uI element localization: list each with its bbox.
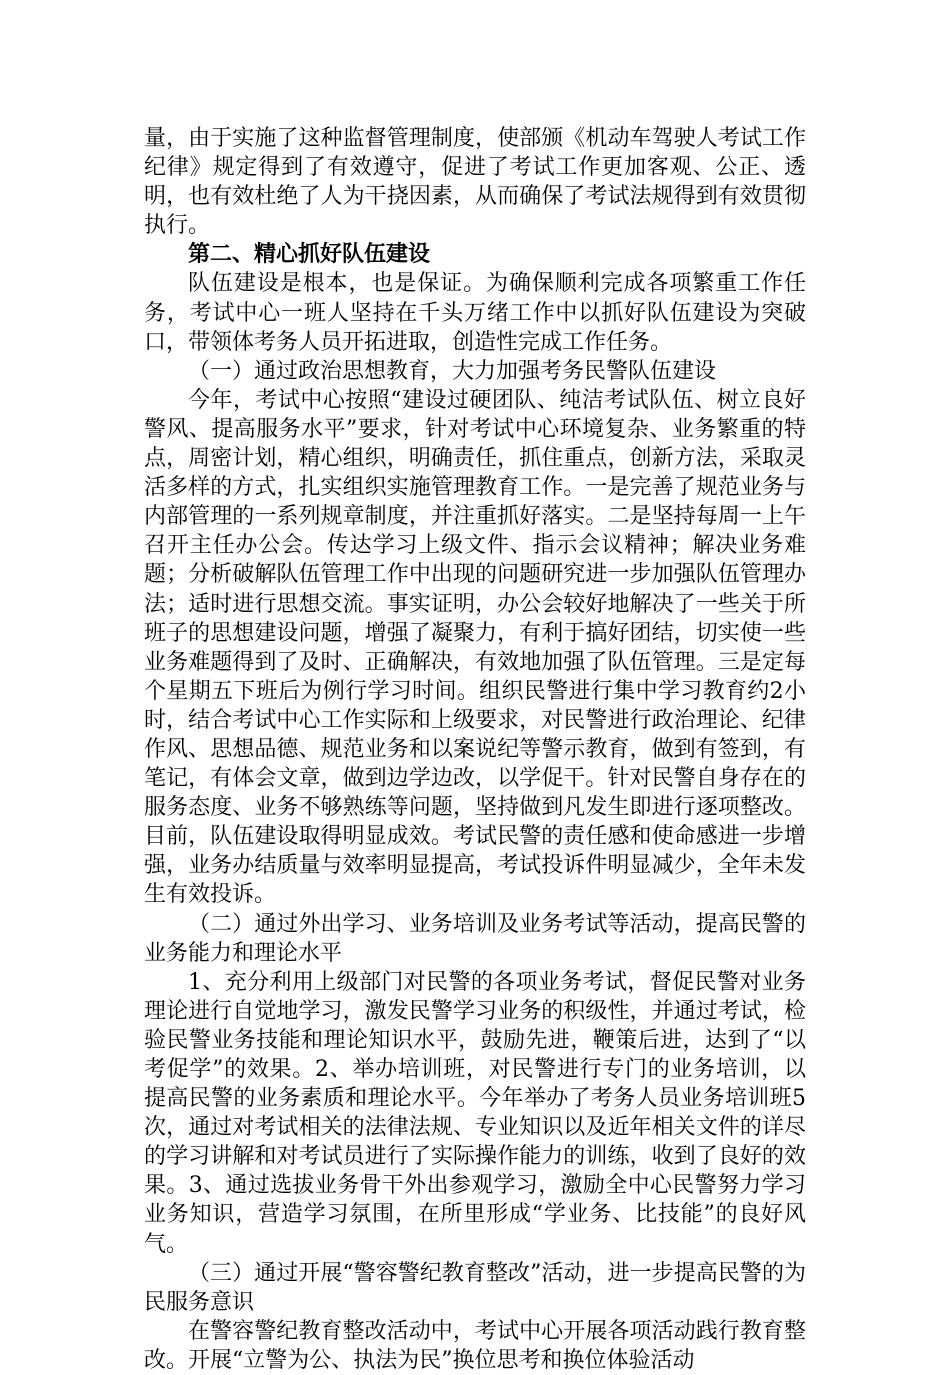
paragraph-continued: 量，由于实施了这种监督管理制度，使部颁《机动车驾驶人考试工作纪律》规定得到了有效遵守，促进了考试工作更加客观、公正、透明，也有效杜绝了人为干挠因素，从而确保了考试法规得到有效贯彻执行。: [144, 126, 806, 239]
subheading-1: （一）通过政治思想教育，大力加强考务民警队伍建设: [188, 358, 717, 384]
document-page: [144, 124, 806, 1375]
paragraph-training: 1、充分利用上级部门对民警的各项业务考试，督促民警对业务理论进行自觉地学习，激发民警学习业务的积级性，并通过考试，检验民警业务技能和理论知识水平，鼓励先进，鞭策后进，达到了“以考促学”的效果。2、举办培训班，对民警进行专门的业务培训，以提高民警的业务素质和理论水平。今年举办了考务人员业务培训班5次，通过对考试相关的法律法规、专业知识以及近年相关文件的详尽的学习讲解和对考试员进行了实际操作能力的训练，收到了良好的效果。3、通过选拔业务骨干外出参观学习，激励全中心民警努力学习业务知识，营造学习氛围，在所里形成“学业务、比技能”的良好风气。: [144, 969, 806, 1257]
subheading-2: （二）通过外出学习、业务培训及业务考试等活动，提高民警的业务能力和理论水平: [144, 911, 806, 966]
paragraph-political-education: 今年，考试中心按照“建设过硬团队、纯洁考试队伍、树立良好警风、提高服务水平”要求，针对考试中心环境复杂、业务繁重的特点，周密计划，精心组织，明确责任，抓住重点，创新方法，采取灵活多样的方式，扎实组织实施管理教育工作。一是完善了规范业务与内部管理的一系列规章制度，并注重抓好落实。二是坚持每周一上午召开主任办公会。传达学习上级文件、指示会议精神；解决业务难题；分析破解队伍管理工作中出现的问题研究进一步加强队伍管理办法；适时进行思想交流。事实证明，办公会较好地解决了一些关于所班子的思想建设问题，增强了凝聚力，有利于搞好团结，切实使一些业务难题得到了及时、正确解决，有效地加强了队伍管理。三是定每个星期五下班后为例行学习时间。组织民警进行集中学习教育约2小时，结合考试中心工作实际和上级要求，对民警进行政治理论、纪律作风、思想品德、规范业务和以案说纪等警示教育，做到有签到，有笔记，有体会文章，做到边学边改，以学促干。针对民警自身存在的服务态度、业务不够熟练等问题，坚持做到凡发生即进行逐项整改。目前，队伍建设取得明显成效。考试民警的责任感和使命感进一步增强，业务办结质量与效率明显提高，考试投诉件明显减少，全年未发生有效投诉。: [144, 387, 806, 908]
paragraph-team-building: 队伍建设是根本，也是保证。为确保顺利完成各项繁重工作任务，考试中心一班人坚持在千头万绪工作中以抓好队伍建设为突破口，带领体考务人员开拓进取，创造性完成工作任务。: [144, 271, 806, 355]
subheading-3: （三）通过开展“警容警纪教育整改”活动，进一步提高民警的为民服务意识: [144, 1260, 806, 1315]
section-heading-2: 第二、精心抓好队伍建设: [188, 242, 431, 268]
paragraph-rectification: 在警容警纪教育整改活动中，考试中心开展各项活动践行教育整改。开展“立警为公、执法为民”换位思考和换位体验活动: [144, 1318, 806, 1373]
